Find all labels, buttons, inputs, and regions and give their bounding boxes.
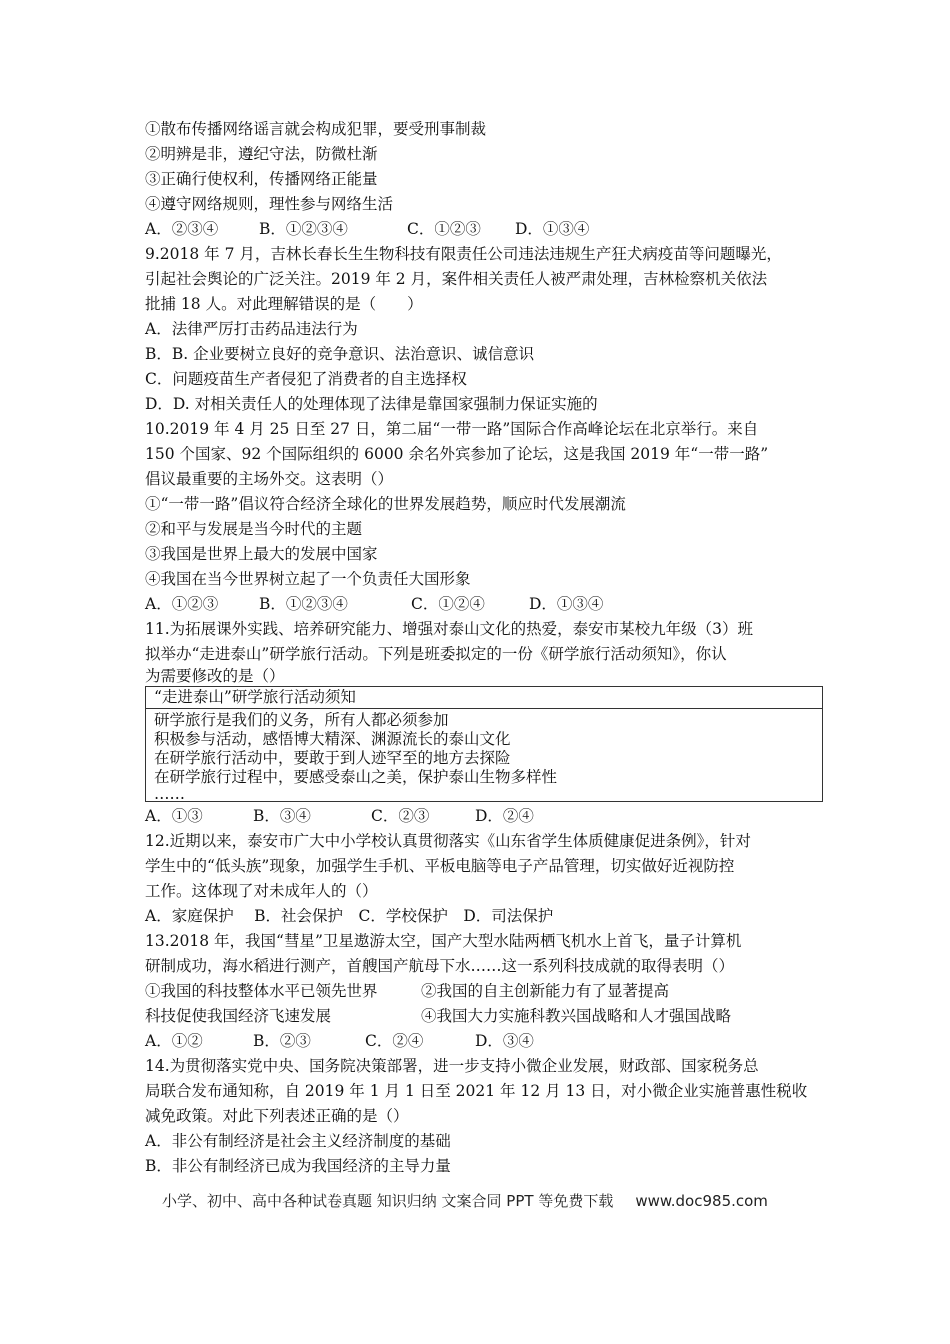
q11-option-a: A．①③ <box>145 807 203 825</box>
notice-item-2: 积极参与活动，感悟博大精深、渊源流长的泰山文化 <box>154 730 511 748</box>
q12-stem-line-3: 工作。这体现了对未成年人的（） <box>145 882 378 900</box>
q10-item-2: ②和平与发展是当今时代的主题 <box>145 520 363 538</box>
q11-option-d: D．②④ <box>475 807 534 825</box>
q11-option-b: B．③④ <box>253 807 311 825</box>
q10-stem-line-1: 10.2019 年 4 月 25 日至 27 日，第二届“一带一路”国际合作高峰论坛在北京举行。来自 <box>145 420 759 438</box>
q8-item-3: ③正确行使权利，传播网络正能量 <box>145 170 378 188</box>
q11-option-c: C．②③ <box>371 807 430 825</box>
q13-option-a: A．①② <box>145 1032 203 1050</box>
q10-option-c: C．①②④ <box>411 595 485 613</box>
notice-item-5: …… <box>154 785 185 803</box>
q11-stem-line-2: 拟举办“走进泰山”研学旅行活动。下列是班委拟定的一份《研学旅行活动须知》，你认 <box>145 645 727 663</box>
q9-choice-a: A．法律严厉打击药品违法行为 <box>145 320 358 338</box>
q13-item-3: 科技促使我国经济飞速发展 <box>145 1007 332 1025</box>
q12-options: A．家庭保护 B．社会保护 C．学校保护 D．司法保护 <box>145 907 554 925</box>
q14-stem-line-3: 减免政策。对此下列表述正确的是（） <box>145 1107 409 1125</box>
notice-item-4: 在研学旅行过程中，要感受泰山之美，保护泰山生物多样性 <box>154 768 558 786</box>
q12-stem-line-1: 12.近期以来，泰安市广大中小学校认真贯彻落实《山东省学生体质健康促进条例》，针对 <box>145 832 751 850</box>
q8-item-1: ①散布传播网络谣言就会构成犯罪，要受刑事制裁 <box>145 120 487 138</box>
q10-option-d: D．①③④ <box>529 595 604 613</box>
q13-item-1: ①我国的科技整体水平已领先世界 <box>145 982 378 1000</box>
q9-choice-d: D．D. 对相关责任人的处理体现了法律是靠国家强制力保证实施的 <box>145 395 598 413</box>
q8-item-2: ②明辨是非，遵纪守法，防微杜渐 <box>145 145 378 163</box>
q8-option-c: C．①②③ <box>407 220 481 238</box>
q11-options <box>145 806 534 826</box>
q13-option-d: D．③④ <box>475 1032 534 1050</box>
q10-item-3: ③我国是世界上最大的发展中国家 <box>145 545 378 563</box>
q9-choice-c: C．问题疫苗生产者侵犯了消费者的自主选择权 <box>145 370 467 388</box>
q10-options <box>145 594 603 614</box>
q14-choice-a: A．非公有制经济是社会主义经济制度的基础 <box>145 1132 451 1150</box>
q13-options <box>145 1031 534 1051</box>
q14-choice-b: B．非公有制经济已成为我国经济的主导力量 <box>145 1157 451 1175</box>
q9-stem-line-3: 批捕 18 人。对此理解错误的是（ ） <box>145 295 423 313</box>
q12-stem-line-2: 学生中的“低头族”现象，加强学生手机、平板电脑等电子产品管理，切实做好近视防控 <box>145 857 735 875</box>
q13-item-4: ④我国大力实施科教兴国战略和人才强国战略 <box>421 1007 732 1025</box>
q13-item-2: ②我国的自主创新能力有了显著提高 <box>421 982 670 1000</box>
footer-site-link[interactable]: www.doc985.com <box>635 1192 768 1210</box>
notice-header <box>146 687 822 709</box>
q11-stem-line-3: 为需要修改的是（） <box>145 667 285 685</box>
q10-option-a: A．①②③ <box>145 595 219 613</box>
q13-stem-line-2: 研制成功，海水稻进行测产，首艘国产航母下水……这一系列科技成就的取得表明（） <box>145 957 735 975</box>
q9-stem-line-1: 9.2018 年 7 月，吉林长春长生生物科技有限责任公司违法违规生产狂犬病疫苗等问题曝光， <box>145 245 782 263</box>
q8-item-4: ④遵守网络规则，理性参与网络生活 <box>145 195 394 213</box>
q10-stem-line-2: 150 个国家、92 个国际组织的 6000 余名外宾参加了论坛，这是我国 2019 年“一带一路” <box>145 445 769 463</box>
q8-options <box>145 219 589 239</box>
q14-stem-line-1: 14.为贯彻落实党中央、国务院决策部署，进一步支持小微企业发展，财政部、国家税务总 <box>145 1057 759 1075</box>
notice-title: “走进泰山”研学旅行活动须知 <box>154 688 356 706</box>
page-footer <box>162 1190 768 1211</box>
notice-box <box>145 686 823 802</box>
q13-option-b: B．②③ <box>253 1032 311 1050</box>
q9-choice-b: B．B. 企业要树立良好的竞争意识、法治意识、诚信意识 <box>145 345 535 363</box>
q10-option-b: B．①②③④ <box>259 595 348 613</box>
q8-option-a: A．②③④ <box>145 220 219 238</box>
q9-stem-line-2: 引起社会舆论的广泛关注。2019 年 2 月，案件相关责任人被严肃处理，吉林检察机关依法 <box>145 270 768 288</box>
q11-stem-line-1: 11.为拓展课外实践、培养研究能力、增强对泰山文化的热爱，泰安市某校九年级（3）班 <box>145 620 754 638</box>
q13-stem-line-1: 13.2018 年，我国“彗星”卫星遨游太空，国产大型水陆两栖飞机水上首飞，量子计算机 <box>145 932 742 950</box>
q10-item-4: ④我国在当今世界树立起了一个负责任大国形象 <box>145 570 471 588</box>
q13-option-c: C．②④ <box>365 1032 424 1050</box>
q13-items-row-2 <box>145 1006 731 1026</box>
notice-item-3: 在研学旅行活动中，要敢于到人迹罕至的地方去探险 <box>154 749 511 767</box>
q14-stem-line-2: 局联合发布通知称，自 2019 年 1 月 1 日至 2021 年 12 月 13 日，对小微企业实施普惠性税收 <box>145 1082 808 1100</box>
notice-item-1: 研学旅行是我们的义务，所有人都必须参加 <box>154 711 449 729</box>
footer-text: 小学、初中、高中各种试卷真题 知识归纳 文案合同 PPT 等免费下载 <box>162 1192 614 1210</box>
q8-option-d: D．①③④ <box>515 220 590 238</box>
q10-stem-line-3: 倡议最重要的主场外交。这表明（） <box>145 470 394 488</box>
q13-items-row-1 <box>145 981 669 1001</box>
q8-option-b: B．①②③④ <box>259 220 348 238</box>
q10-item-1: ①“一带一路”倡议符合经济全球化的世界发展趋势，顺应时代发展潮流 <box>145 495 626 513</box>
